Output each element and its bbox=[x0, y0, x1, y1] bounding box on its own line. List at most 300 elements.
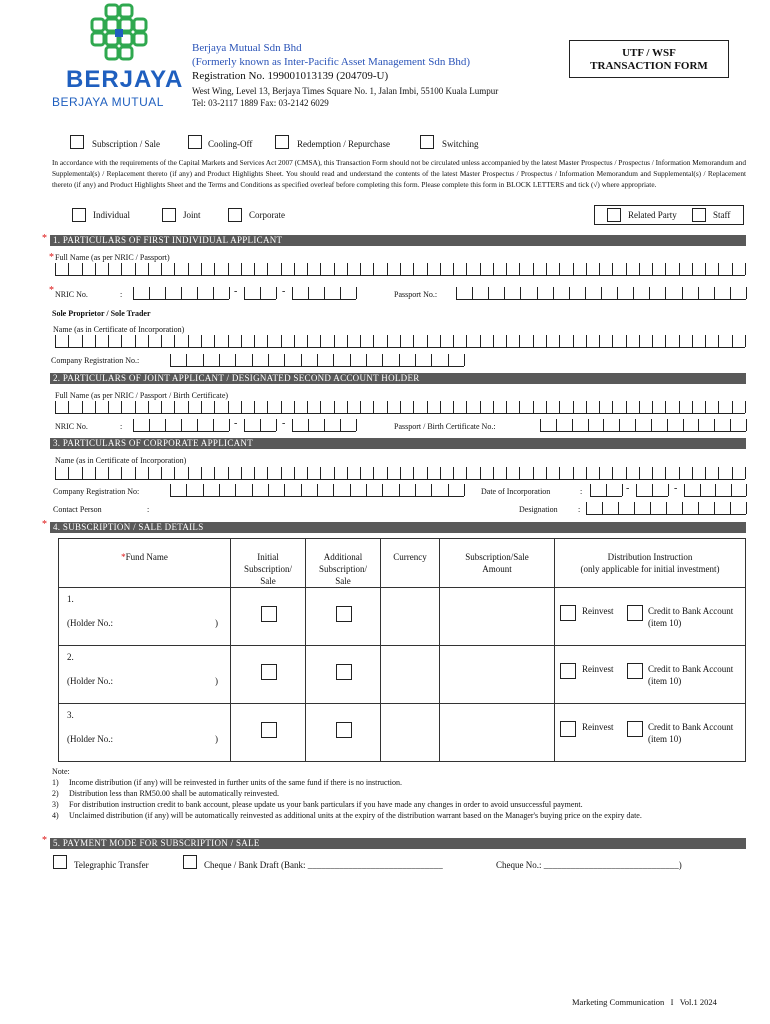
box-divider bbox=[533, 467, 534, 479]
box-divider bbox=[440, 467, 441, 479]
box-divider bbox=[639, 263, 640, 275]
credit-bank-checkbox[interactable] bbox=[627, 605, 643, 621]
initial-checkbox[interactable] bbox=[261, 664, 277, 680]
box-divider bbox=[229, 419, 230, 431]
s3-date-day[interactable] bbox=[590, 483, 622, 497]
credit-bank-item: (item 10) bbox=[648, 676, 682, 686]
reinvest-checkbox[interactable] bbox=[560, 663, 576, 679]
box-divider bbox=[307, 335, 308, 347]
box-divider bbox=[149, 419, 150, 431]
box-divider bbox=[573, 467, 574, 479]
box-divider bbox=[440, 401, 441, 413]
s3-company-reg-boxes[interactable] bbox=[170, 483, 464, 497]
table-row bbox=[59, 704, 746, 762]
box-divider bbox=[324, 419, 325, 431]
credit-bank-label: Credit to Bank Account bbox=[648, 664, 734, 674]
s2-full-name-row[interactable] bbox=[55, 400, 745, 414]
box-divider bbox=[213, 287, 214, 299]
initial-cell bbox=[231, 588, 306, 646]
box-divider bbox=[228, 335, 229, 347]
box-divider bbox=[440, 335, 441, 347]
box-divider bbox=[373, 335, 374, 347]
switching-checkbox[interactable] bbox=[420, 135, 434, 149]
box-divider bbox=[201, 263, 202, 275]
box-divider bbox=[427, 263, 428, 275]
box-divider bbox=[307, 467, 308, 479]
box-divider bbox=[235, 354, 236, 366]
credit-bank-label: Credit to Bank Account bbox=[648, 606, 734, 616]
box-divider bbox=[108, 401, 109, 413]
box-divider bbox=[732, 335, 733, 347]
additional-checkbox[interactable] bbox=[336, 722, 352, 738]
box-divider bbox=[174, 335, 175, 347]
box-divider bbox=[399, 484, 400, 496]
redemption-checkbox[interactable] bbox=[275, 135, 289, 149]
s1-full-name-row1[interactable] bbox=[55, 262, 745, 276]
box-divider bbox=[415, 484, 416, 496]
cheque-checkbox[interactable] bbox=[183, 855, 197, 869]
corporate-checkbox[interactable] bbox=[228, 208, 242, 222]
s1-passport-boxes[interactable] bbox=[456, 286, 746, 300]
s2-passport-boxes[interactable] bbox=[540, 418, 746, 432]
reinvest-label: Reinvest bbox=[582, 722, 614, 732]
box-divider bbox=[186, 354, 187, 366]
box-divider bbox=[622, 484, 623, 496]
box-divider bbox=[639, 335, 640, 347]
box-divider bbox=[520, 287, 521, 299]
box-divider bbox=[612, 335, 613, 347]
box-divider bbox=[197, 287, 198, 299]
box-divider bbox=[260, 287, 261, 299]
box-divider bbox=[281, 467, 282, 479]
box-divider bbox=[649, 287, 650, 299]
intro-text: In accordance with the requirements of the Capital Markets and Services Act 2007 (CMSA), this Transaction Form should not be circulated unless accompanied by the latest Master Prospectus / Prospectus / Information Memorandum and Supplemental(s) / Replacement thereto (if any) and Product Highlights Sheet. You should read and understand the contents of the latest Master Prospectus / Prospectus / Information Memorandum and Supplemental(s) / Replacement thereto (if any) and Product Highlights Sheet and the Terms and Conditions as specified overleaf before completing this form. Please complete this form in BLOCK LETTERS and tick (√) where appropriate. bbox=[52, 158, 746, 189]
box-divider bbox=[652, 401, 653, 413]
box-divider bbox=[506, 467, 507, 479]
subscription-checkbox[interactable] bbox=[70, 135, 84, 149]
box-divider bbox=[746, 287, 747, 299]
initial-h1: Initial bbox=[257, 552, 279, 562]
box-divider bbox=[573, 335, 574, 347]
box-divider bbox=[95, 467, 96, 479]
telegraphic-checkbox[interactable] bbox=[53, 855, 67, 869]
distribution-cell bbox=[555, 646, 746, 704]
box-divider bbox=[244, 287, 245, 299]
box-divider bbox=[135, 401, 136, 413]
joint-checkbox[interactable] bbox=[162, 208, 176, 222]
box-divider bbox=[241, 263, 242, 275]
box-divider bbox=[506, 263, 507, 275]
s3-designation-boxes[interactable] bbox=[586, 501, 746, 515]
box-divider bbox=[254, 467, 255, 479]
distribution-header bbox=[555, 539, 746, 588]
additional-checkbox[interactable] bbox=[336, 606, 352, 622]
box-divider bbox=[267, 335, 268, 347]
box-divider bbox=[201, 401, 202, 413]
box-divider bbox=[95, 263, 96, 275]
box-divider bbox=[108, 335, 109, 347]
s1-company-reg-boxes[interactable] bbox=[170, 353, 464, 367]
currency-header: Currency bbox=[381, 539, 440, 588]
box-divider bbox=[599, 263, 600, 275]
box-divider bbox=[241, 335, 242, 347]
s1-nric-part1[interactable] bbox=[133, 286, 229, 300]
box-divider bbox=[601, 287, 602, 299]
box-divider bbox=[431, 484, 432, 496]
s2-nric-part2[interactable] bbox=[244, 418, 276, 432]
box-divider bbox=[746, 502, 747, 514]
s1-name-cert-label: Name (as in Certificate of Incorporation) bbox=[53, 325, 185, 334]
amount-cell[interactable] bbox=[440, 704, 555, 762]
section1-header: 1. PARTICULARS OF FIRST INDIVIDUAL APPLICANT bbox=[50, 235, 746, 246]
box-divider bbox=[360, 467, 361, 479]
box-divider bbox=[228, 467, 229, 479]
box-divider bbox=[730, 502, 731, 514]
box-divider bbox=[360, 401, 361, 413]
amount-h1: Subscription/Sale bbox=[465, 552, 529, 562]
box-divider bbox=[679, 263, 680, 275]
box-divider bbox=[82, 467, 83, 479]
box-divider bbox=[161, 335, 162, 347]
box-divider bbox=[506, 401, 507, 413]
box-divider bbox=[366, 484, 367, 496]
box-divider bbox=[307, 263, 308, 275]
box-divider bbox=[559, 467, 560, 479]
box-divider bbox=[252, 354, 253, 366]
box-divider bbox=[373, 401, 374, 413]
s3-name-cert-label: Name (as in Certificate of Incorporation) bbox=[55, 456, 187, 465]
box-divider bbox=[493, 467, 494, 479]
box-divider bbox=[745, 263, 746, 275]
reinvest-label: Reinvest bbox=[582, 664, 614, 674]
box-divider bbox=[586, 467, 587, 479]
table-row bbox=[59, 646, 746, 704]
s3-date-year[interactable] bbox=[684, 483, 746, 497]
box-divider bbox=[572, 419, 573, 431]
box-divider bbox=[546, 401, 547, 413]
box-divider bbox=[82, 401, 83, 413]
note-item bbox=[52, 810, 746, 821]
box-divider bbox=[683, 419, 684, 431]
s1-nric-part2[interactable] bbox=[244, 286, 276, 300]
box-divider bbox=[504, 287, 505, 299]
box-divider bbox=[448, 354, 449, 366]
s3-designation-colon: : bbox=[578, 505, 581, 514]
box-divider bbox=[714, 419, 715, 431]
box-divider bbox=[692, 401, 693, 413]
corporate-label: Corporate bbox=[249, 210, 285, 220]
box-divider bbox=[387, 467, 388, 479]
box-divider bbox=[170, 354, 171, 366]
box-divider bbox=[281, 335, 282, 347]
box-divider bbox=[636, 484, 637, 496]
box-divider bbox=[68, 401, 69, 413]
box-divider bbox=[665, 335, 666, 347]
box-divider bbox=[55, 467, 56, 479]
box-divider bbox=[453, 263, 454, 275]
subscription-table bbox=[58, 538, 746, 762]
additional-h3: Sale bbox=[335, 576, 351, 586]
box-divider bbox=[730, 419, 731, 431]
box-divider bbox=[519, 401, 520, 413]
box-divider bbox=[665, 287, 666, 299]
box-divider bbox=[612, 401, 613, 413]
box-divider bbox=[400, 263, 401, 275]
box-divider bbox=[413, 335, 414, 347]
box-divider bbox=[651, 419, 652, 431]
box-divider bbox=[427, 335, 428, 347]
box-divider bbox=[603, 419, 604, 431]
box-divider bbox=[650, 502, 651, 514]
box-divider bbox=[356, 419, 357, 431]
box-divider bbox=[546, 263, 547, 275]
box-divider bbox=[148, 335, 149, 347]
box-divider bbox=[546, 467, 547, 479]
additional-header bbox=[306, 539, 381, 588]
note-number: 4) bbox=[52, 811, 59, 820]
initial-header bbox=[231, 539, 306, 588]
box-divider bbox=[599, 401, 600, 413]
holder-close: ) bbox=[215, 734, 218, 744]
box-divider bbox=[705, 263, 706, 275]
box-divider bbox=[652, 484, 653, 496]
s1-company-reg-label: Company Registration No.: bbox=[51, 356, 140, 365]
box-divider bbox=[320, 335, 321, 347]
box-divider bbox=[705, 335, 706, 347]
fund-name-cell[interactable] bbox=[59, 704, 231, 762]
credit-bank-checkbox[interactable] bbox=[627, 721, 643, 737]
box-divider bbox=[334, 335, 335, 347]
dash: - bbox=[282, 286, 286, 297]
initial-checkbox[interactable] bbox=[261, 722, 277, 738]
box-divider bbox=[347, 467, 348, 479]
amount-cell[interactable] bbox=[440, 646, 555, 704]
box-divider bbox=[281, 401, 282, 413]
box-divider bbox=[400, 467, 401, 479]
box-divider bbox=[698, 419, 699, 431]
box-divider bbox=[537, 287, 538, 299]
cheque-label: Cheque / Bank Draft (Bank: ______________________________ bbox=[204, 860, 443, 870]
berjaya-logo-icon bbox=[80, 3, 158, 67]
box-divider bbox=[464, 354, 465, 366]
box-divider bbox=[586, 263, 587, 275]
box-divider bbox=[745, 467, 746, 479]
box-divider bbox=[626, 401, 627, 413]
box-divider bbox=[413, 263, 414, 275]
box-divider bbox=[668, 484, 669, 496]
box-divider bbox=[692, 335, 693, 347]
box-divider bbox=[235, 484, 236, 496]
note-text: Income distribution (if any) will be reinvested in further units of the same fund if there is no instruction. bbox=[69, 778, 403, 787]
box-divider bbox=[519, 335, 520, 347]
section2-header: 2. PARTICULARS OF JOINT APPLICANT / DESIGNATED SECOND ACCOUNT HOLDER bbox=[50, 373, 746, 384]
box-divider bbox=[732, 401, 733, 413]
distribution-cell bbox=[555, 704, 746, 762]
box-divider bbox=[373, 263, 374, 275]
box-divider bbox=[68, 263, 69, 275]
box-divider bbox=[133, 287, 134, 299]
box-divider bbox=[639, 467, 640, 479]
box-divider bbox=[347, 263, 348, 275]
formerly-known: (Formerly known as Inter-Pacific Asset Management Sdn Bhd) bbox=[192, 56, 471, 68]
cooling-off-checkbox[interactable] bbox=[188, 135, 202, 149]
row-number: 1. bbox=[67, 594, 74, 604]
box-divider bbox=[698, 502, 699, 514]
box-divider bbox=[360, 263, 361, 275]
initial-cell bbox=[231, 646, 306, 704]
box-divider bbox=[188, 467, 189, 479]
box-divider bbox=[665, 401, 666, 413]
joint-label: Joint bbox=[183, 210, 201, 220]
currency-cell[interactable] bbox=[381, 646, 440, 704]
additional-checkbox[interactable] bbox=[336, 664, 352, 680]
box-divider bbox=[533, 335, 534, 347]
s2-nric-part1[interactable] bbox=[133, 418, 229, 432]
subscription-label: Subscription / Sale bbox=[92, 139, 160, 149]
box-divider bbox=[682, 287, 683, 299]
box-divider bbox=[586, 335, 587, 347]
box-divider bbox=[633, 287, 634, 299]
box-divider bbox=[440, 263, 441, 275]
box-divider bbox=[382, 484, 383, 496]
box-divider bbox=[745, 335, 746, 347]
individual-label: Individual bbox=[93, 210, 130, 220]
box-divider bbox=[82, 335, 83, 347]
box-divider bbox=[400, 401, 401, 413]
section4-header: 4. SUBSCRIPTION / SALE DETAILS bbox=[50, 522, 746, 533]
note-number: 2) bbox=[52, 789, 59, 798]
box-divider bbox=[161, 263, 162, 275]
box-divider bbox=[731, 484, 732, 496]
s3-date-month[interactable] bbox=[636, 483, 668, 497]
initial-h2: Subscription/ bbox=[243, 564, 292, 574]
box-divider bbox=[228, 401, 229, 413]
box-divider bbox=[466, 401, 467, 413]
box-divider bbox=[714, 502, 715, 514]
box-divider bbox=[320, 263, 321, 275]
box-divider bbox=[181, 287, 182, 299]
currency-cell[interactable] bbox=[381, 588, 440, 646]
box-divider bbox=[715, 484, 716, 496]
s1-company-name-row[interactable] bbox=[55, 334, 745, 348]
amount-cell[interactable] bbox=[440, 588, 555, 646]
box-divider bbox=[174, 467, 175, 479]
box-divider bbox=[148, 401, 149, 413]
required-mark: * bbox=[42, 233, 47, 244]
box-divider bbox=[453, 335, 454, 347]
box-divider bbox=[340, 419, 341, 431]
box-divider bbox=[692, 467, 693, 479]
box-divider bbox=[573, 263, 574, 275]
related-party-checkbox[interactable] bbox=[607, 208, 621, 222]
notes-title: Note: bbox=[52, 767, 70, 776]
reinvest-checkbox[interactable] bbox=[560, 721, 576, 737]
box-divider bbox=[340, 287, 341, 299]
box-divider bbox=[334, 467, 335, 479]
box-divider bbox=[480, 335, 481, 347]
distribution-cell bbox=[555, 588, 746, 646]
box-divider bbox=[284, 484, 285, 496]
note-text: Distribution less than RM50.00 shall be automatically reinvested. bbox=[69, 789, 279, 798]
box-divider bbox=[682, 502, 683, 514]
box-divider bbox=[267, 401, 268, 413]
s2-nric-colon: : bbox=[120, 422, 123, 431]
box-divider bbox=[121, 263, 122, 275]
row-number: 3. bbox=[67, 710, 74, 720]
box-divider bbox=[254, 335, 255, 347]
box-divider bbox=[213, 419, 214, 431]
box-divider bbox=[301, 484, 302, 496]
box-divider bbox=[366, 354, 367, 366]
currency-cell[interactable] bbox=[381, 704, 440, 762]
box-divider bbox=[533, 401, 534, 413]
s1-nric-colon: : bbox=[120, 290, 123, 299]
box-divider bbox=[413, 467, 414, 479]
box-divider bbox=[431, 354, 432, 366]
s1-passport-label: Passport No.: bbox=[394, 290, 438, 299]
credit-bank-item: (item 10) bbox=[648, 734, 682, 744]
box-divider bbox=[569, 287, 570, 299]
cooling-off-label: Cooling-Off bbox=[208, 139, 253, 149]
s3-company-name-row[interactable] bbox=[55, 466, 745, 480]
box-divider bbox=[82, 263, 83, 275]
box-divider bbox=[705, 401, 706, 413]
form-title-line2: TRANSACTION FORM bbox=[590, 60, 708, 72]
s3-date-inc-label: Date of Incorporation bbox=[481, 487, 551, 496]
box-divider bbox=[619, 419, 620, 431]
box-divider bbox=[626, 263, 627, 275]
brand-sub: BERJAYA MUTUAL bbox=[52, 95, 164, 109]
box-divider bbox=[665, 467, 666, 479]
box-divider bbox=[634, 502, 635, 514]
box-divider bbox=[201, 335, 202, 347]
box-divider bbox=[108, 467, 109, 479]
box-divider bbox=[294, 335, 295, 347]
s2-nric-part3[interactable] bbox=[292, 418, 356, 432]
reinvest-checkbox[interactable] bbox=[560, 605, 576, 621]
staff-checkbox[interactable] bbox=[692, 208, 706, 222]
box-divider bbox=[586, 401, 587, 413]
box-divider bbox=[241, 401, 242, 413]
box-divider bbox=[68, 335, 69, 347]
box-divider bbox=[652, 467, 653, 479]
box-divider bbox=[599, 335, 600, 347]
fund-name-cell[interactable] bbox=[59, 646, 231, 704]
credit-bank-checkbox[interactable] bbox=[627, 663, 643, 679]
box-divider bbox=[746, 484, 747, 496]
sole-prop-label: Sole Proprietor / Sole Trader bbox=[52, 309, 151, 318]
individual-checkbox[interactable] bbox=[72, 208, 86, 222]
box-divider bbox=[480, 401, 481, 413]
box-divider bbox=[174, 263, 175, 275]
s3-designation-label: Designation bbox=[519, 505, 558, 514]
box-divider bbox=[464, 484, 465, 496]
section5-header: 5. PAYMENT MODE FOR SUBSCRIPTION / SALE bbox=[50, 838, 746, 849]
box-divider bbox=[203, 484, 204, 496]
box-divider bbox=[746, 419, 747, 431]
s1-nric-part3[interactable] bbox=[292, 286, 356, 300]
note-text: For distribution instruction credit to bank account, please update us your bank particulars if you have made any changes in order to avoid unsuccessful payment. bbox=[69, 800, 583, 809]
initial-checkbox[interactable] bbox=[261, 606, 277, 622]
box-divider bbox=[276, 287, 277, 299]
box-divider bbox=[301, 354, 302, 366]
box-divider bbox=[533, 263, 534, 275]
fund-name-cell[interactable] bbox=[59, 588, 231, 646]
additional-cell bbox=[306, 588, 381, 646]
box-divider bbox=[350, 484, 351, 496]
box-divider bbox=[165, 287, 166, 299]
box-divider bbox=[135, 335, 136, 347]
